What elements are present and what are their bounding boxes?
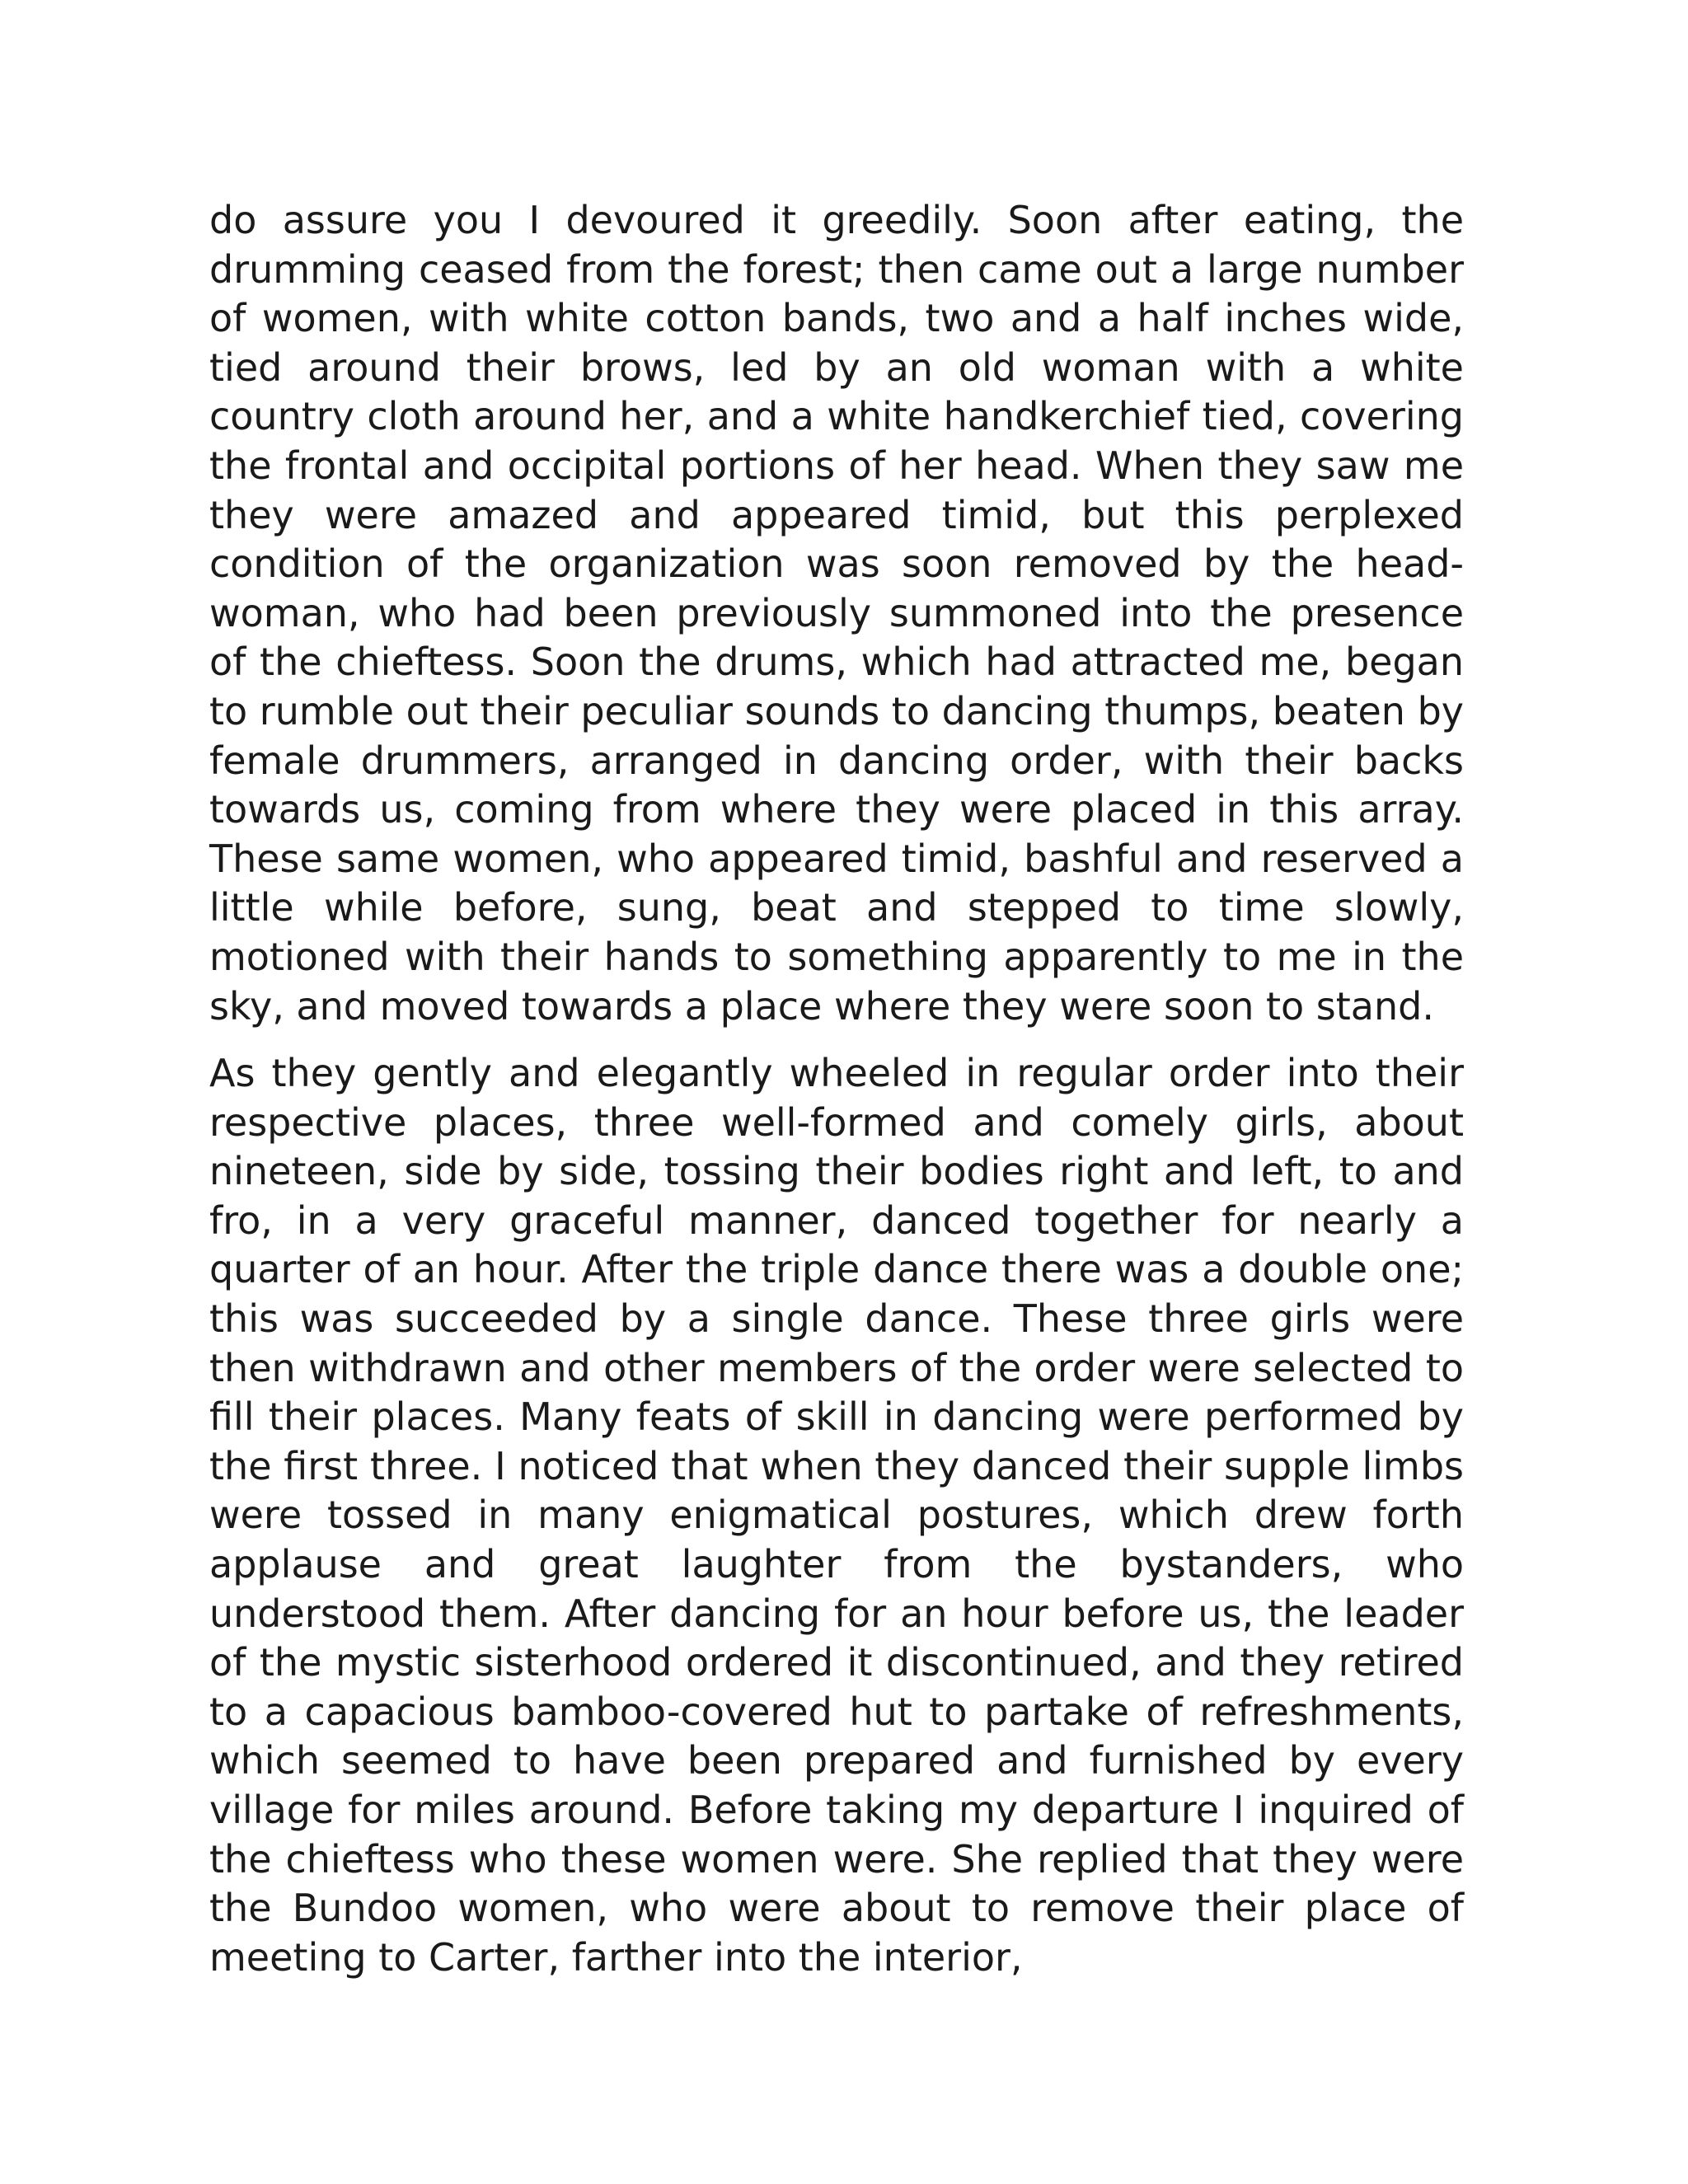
- paragraph-1: do assure you I devoured it greedily. Soon after eating, the drumming ceased from the forest; then came out a large number of women, with white cotton bands, two and a half inches wide, tied around their brows, led by an old woman with a white country cloth around her, and a white handkerchief tied, covering the frontal and occipital portions of her head. When they saw me they were amazed and appeared timid, but this perplexed condition of the organization was soon removed by the head-woman, who had been previously summoned into the presence of the chieftess. Soon the drums, which had attracted me, began to rumble out their peculiar sounds to dancing thumps, beaten by female drummers, arranged in dancing order, with their backs towards us, coming from where they were placed in this array. These same women, who appeared timid, bashful and reserved a little while before, sung, beat and stepped to time slowly, motioned with their hands to something apparently to me in the sky, and moved towards a place where they were soon to stand.: [209, 198, 1464, 1029]
- paragraph-2: As they gently and elegantly wheeled in regular order into their respective places, three well-formed and comely girls, about nineteen, side by side, tossing their bodies right and left, to and fro, in a very graceful manner, danced together for nearly a quarter of an hour. After the triple dance there was a double one; this was succeeded by a single dance. These three girls were then withdrawn and other members of the order were selected to fill their places. Many feats of skill in dancing were performed by the first three. I noticed that when they danced their supple limbs were tossed in many enigmatical postures, which drew forth applause and great laughter from the bystanders, who understood them. After dancing for an hour before us, the leader of the mystic sisterhood ordered it discontinued, and they retired to a capacious bamboo-covered hut to partake of refreshments, which seemed to have been prepared and furnished by every village for miles around. Before taking my departure I inquired of the chieftess who these women were. She replied that they were the Bundoo women, who were about to remove their place of meeting to Carter, farther into the interior,: [209, 1051, 1464, 1980]
- document-page: [209, 196, 1464, 1982]
